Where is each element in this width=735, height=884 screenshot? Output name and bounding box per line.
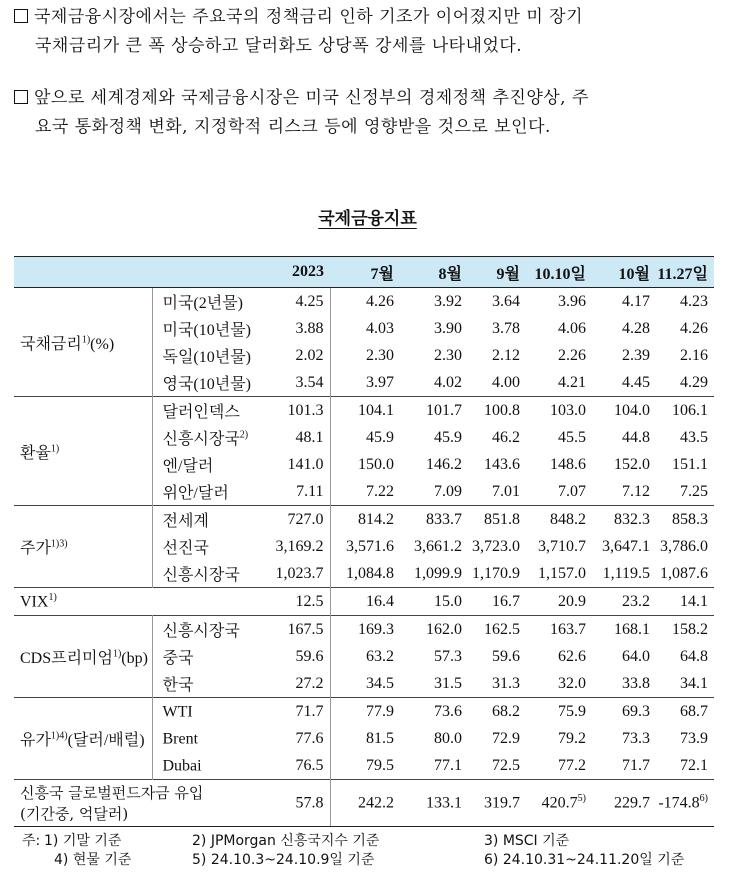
table-cell: 7.07 [558, 482, 586, 500]
table-cell: 727.0 [287, 510, 324, 528]
table-cell: 44.8 [622, 428, 650, 446]
table-row [14, 616, 714, 644]
table-cell: 14.1 [680, 592, 708, 610]
table-cell: 3,571.6 [330, 533, 400, 560]
table-cell: 45.5 [558, 428, 586, 446]
table-cell: 77.1 [434, 756, 462, 774]
column-header: 10월 [592, 257, 656, 288]
table-cell: 34.5 [330, 670, 400, 698]
table-cell: 45.9 [434, 428, 462, 446]
table-cell: 319.7 [468, 780, 526, 827]
row-sub-label: 신흥시장국 [152, 616, 264, 644]
row-sub-label: 엔/달러 [152, 451, 264, 478]
table-cell: 104.0 [614, 401, 650, 419]
column-header: 2023 [264, 257, 330, 288]
table-cell: 3,786.0 [660, 537, 708, 555]
table-row [14, 698, 714, 726]
table-cell: 3,169.2 [275, 537, 324, 555]
row-sub-label: 미국(10년물) [152, 315, 264, 342]
footnote-2: 2) JPMorgan 신흥국지수 기준 [192, 833, 380, 849]
row-group-label: VIX$^{1)}$ [20, 591, 57, 611]
row-sub-label: Brent [152, 725, 264, 752]
row-sub-label: 신흥시장국 [152, 560, 264, 588]
table-cell: 1,157.0 [538, 564, 586, 582]
footnote-6: 6) 24.10.31~24.11.20일 기준 [484, 852, 685, 868]
table-cell: 100.8 [484, 401, 520, 419]
table-header-row [14, 257, 714, 288]
table-cell: 4.00 [492, 373, 520, 391]
row-group-label: 환율$^{1)}$ [20, 443, 60, 462]
table-cell: 45.9 [330, 424, 400, 451]
paragraph-2-line1: 앞으로 세계경제와 국제금융시장은 미국 신정부의 경제정책 추진양상, 주 [34, 88, 589, 108]
table-cell: 106.1 [672, 401, 708, 419]
table-cell: 69.3 [622, 702, 650, 720]
table-cell: 1,087.6 [660, 564, 708, 582]
table-cell: 3,647.1 [602, 537, 650, 555]
column-header: 8월 [400, 257, 468, 288]
table-cell: 4.28 [622, 319, 650, 337]
table-cell: 1,170.9 [472, 564, 520, 582]
table-row [14, 397, 714, 425]
table-cell: 15.0 [434, 592, 462, 610]
table-cell: 814.2 [330, 506, 400, 534]
table-cell: 3.54 [295, 373, 324, 391]
table-cell: 68.2 [492, 702, 520, 720]
footnote-5: 5) 24.10.3~24.10.9일 기준 [192, 852, 375, 868]
table-cell: 3,723.0 [472, 537, 520, 555]
table-row [14, 288, 714, 316]
table-cell: 7.01 [492, 482, 520, 500]
table-cell: 7.22 [330, 478, 400, 506]
table-cell: 80.0 [434, 729, 462, 747]
table-row [14, 588, 714, 616]
row-sub-label: 달러인덱스 [152, 397, 264, 425]
table-cell: 832.3 [614, 510, 650, 528]
table-cell: 81.5 [330, 725, 400, 752]
table-cell: 7.09 [434, 482, 462, 500]
table-cell: 3.90 [434, 319, 462, 337]
table-title: 국제금융지표 [318, 209, 417, 229]
table-cell: 2.30 [434, 346, 462, 364]
row-group-label: 유가$^{1)4)}$(달러/배럴) [20, 730, 145, 749]
table-cell: 7.12 [622, 482, 650, 500]
table-cell: 151.1 [672, 455, 708, 473]
table-cell: 4.25 [295, 292, 324, 310]
table-cell: 43.5 [680, 428, 708, 446]
table-cell: 167.5 [287, 620, 324, 638]
table-cell: 833.7 [426, 510, 462, 528]
table-cell: 851.8 [484, 510, 520, 528]
table-cell: 16.7 [492, 592, 520, 610]
table-cell: 77.2 [558, 756, 586, 774]
paragraph-1-line1: 국제금융시장에서는 주요국의 정책금리 인하 기조가 이어졌지만 미 장기 [34, 7, 583, 27]
header-blank [152, 257, 264, 288]
table-cell: 103.0 [550, 401, 586, 419]
row-sub-label: 영국(10년물) [152, 369, 264, 397]
table-cell: 71.7 [622, 756, 650, 774]
column-header: 10.10일 [526, 257, 592, 288]
table-cell: 20.9 [558, 592, 586, 610]
table-cell: 59.6 [295, 647, 324, 665]
table-cell: 7.25 [680, 482, 708, 500]
paragraph-1 [14, 3, 720, 61]
table-cell: 4.23 [680, 292, 708, 310]
checkbox-square-icon [14, 90, 28, 104]
table-cell: 77.9 [330, 698, 400, 726]
table-cell: 3.64 [492, 292, 520, 310]
table-cell: 104.1 [330, 397, 400, 425]
row-sub-label [152, 588, 264, 616]
row-sub-label: 위안/달러 [152, 478, 264, 506]
table-cell: 168.1 [614, 620, 650, 638]
table-cell: 3.92 [434, 292, 462, 310]
table-cell: 143.6 [484, 455, 520, 473]
table-cell: 59.6 [492, 647, 520, 665]
table-cell: 4.02 [434, 373, 462, 391]
table-cell: 23.2 [622, 592, 650, 610]
table-cell: 4.29 [680, 373, 708, 391]
table-cell: 72.5 [492, 756, 520, 774]
table-cell: 31.3 [492, 674, 520, 692]
table-cell: 1,023.7 [275, 564, 324, 582]
table-cell: 71.7 [295, 702, 324, 720]
column-header: 9월 [468, 257, 526, 288]
table-cell: 3.97 [330, 369, 400, 397]
table-cell: 2.26 [558, 346, 586, 364]
paragraph-2 [14, 84, 720, 142]
table-cell: 1,119.5 [602, 564, 650, 582]
table-cell: 3,710.7 [538, 537, 586, 555]
table-row [14, 506, 714, 534]
table-cell: 3.96 [558, 292, 586, 310]
table-cell: 57.8 [264, 780, 330, 827]
table-cell: 848.2 [550, 510, 586, 528]
table-cell: 4.45 [622, 373, 650, 391]
row-sub-label: 전세계 [152, 506, 264, 534]
row-sub-label: Dubai [152, 752, 264, 780]
table-cell: 3.78 [492, 319, 520, 337]
table-cell: 64.8 [680, 647, 708, 665]
row-sub-label: 한국 [152, 670, 264, 698]
table-cell: 146.2 [426, 455, 462, 473]
table-cell: 162.0 [426, 620, 462, 638]
footnote-1: 1) 기말 기준 [44, 833, 122, 849]
table-cell: 162.5 [484, 620, 520, 638]
table-cell: 169.3 [330, 616, 400, 644]
paragraph-2-line2: 요국 통화정책 변화, 지정학적 리스크 등에 영향받을 것으로 보인다. [35, 117, 551, 137]
table-cell: 77.6 [295, 729, 324, 747]
table-cell: 68.7 [680, 702, 708, 720]
row-sub-label: 미국(2년물) [152, 288, 264, 316]
table-cell: 72.1 [680, 756, 708, 774]
table-cell: 420.7$^{5)}$ [526, 780, 592, 827]
row-sub-label: 중국 [152, 643, 264, 670]
table-cell: 76.5 [295, 756, 324, 774]
row-sub-label: 독일(10년물) [152, 342, 264, 369]
table-cell: 3.88 [295, 319, 324, 337]
table-cell: 4.03 [330, 315, 400, 342]
table-cell: 4.21 [558, 373, 586, 391]
row-sub-label: 신흥시장국$^{2)}$ [152, 424, 264, 451]
row-sub-label: WTI [152, 698, 264, 726]
table-cell: 101.3 [287, 401, 324, 419]
table-cell: 158.2 [672, 620, 708, 638]
table-cell: 858.3 [672, 510, 708, 528]
table-cell: 72.9 [492, 729, 520, 747]
table-cell: 48.1 [295, 428, 324, 446]
table-cell: 79.2 [558, 729, 586, 747]
table-cell: 27.2 [295, 674, 324, 692]
table-cell: 101.7 [426, 401, 462, 419]
header-blank [14, 257, 152, 288]
table-cell: 16.4 [330, 588, 400, 616]
table-cell: 73.9 [680, 729, 708, 747]
table-cell: 152.0 [614, 455, 650, 473]
footnote-3: 3) MSCI 기준 [484, 833, 570, 849]
row-group-label: CDS프리미엄$^{1)}$(bp) [20, 648, 148, 667]
table-cell: 79.5 [330, 752, 400, 780]
fund-row-label: 신흥국 글로벌펀드자금 유입 (기간중, 억달러) [14, 780, 264, 827]
table-cell: 62.6 [558, 647, 586, 665]
table-cell: 73.6 [434, 702, 462, 720]
row-sub-label: 선진국 [152, 533, 264, 560]
table-cell: 33.8 [622, 674, 650, 692]
table-cell: 4.26 [330, 288, 400, 316]
table-cell: 34.1 [680, 674, 708, 692]
table-cell: 148.6 [550, 455, 586, 473]
table-cell: 141.0 [287, 455, 324, 473]
column-header: 7월 [330, 257, 400, 288]
table-cell: 57.3 [434, 647, 462, 665]
table-cell: 75.9 [558, 702, 586, 720]
table-cell: 4.06 [558, 319, 586, 337]
footnote-4: 4) 현물 기준 [54, 852, 132, 868]
column-header: 11.27일 [656, 257, 714, 288]
table-cell: 4.26 [680, 319, 708, 337]
paragraph-1-line2: 국채금리가 큰 폭 상승하고 달러화도 상당폭 강세를 나타내었다. [35, 36, 523, 56]
table-cell: 12.5 [295, 592, 324, 610]
row-group-label: 주가$^{1)3)}$ [20, 538, 68, 557]
table-cell: 163.7 [550, 620, 586, 638]
table-cell: 64.0 [622, 647, 650, 665]
table-cell: 1,084.8 [330, 560, 400, 588]
table-cell: 31.5 [434, 674, 462, 692]
footnote-prefix: 주: [22, 833, 41, 849]
table-cell: 73.3 [622, 729, 650, 747]
row-group-label: 국채금리$^{1)}$(%) [20, 334, 115, 353]
table-row-fund-inflow [14, 780, 714, 827]
table-cell: 7.11 [296, 482, 324, 500]
table-cell: 2.16 [680, 346, 708, 364]
table-cell: 242.2 [330, 780, 400, 827]
table-cell: 2.30 [330, 342, 400, 369]
table-cell: 150.0 [330, 451, 400, 478]
table-cell: -174.8$^{6)}$ [656, 780, 714, 827]
checkbox-square-icon [14, 9, 28, 23]
table-cell: 2.02 [295, 346, 324, 364]
table-cell: 2.12 [492, 346, 520, 364]
table-cell: 63.2 [330, 643, 400, 670]
indicator-table [14, 256, 714, 827]
table-cell: 3,661.2 [414, 537, 462, 555]
table-cell: 1,099.9 [414, 564, 462, 582]
table-cell: 133.1 [400, 780, 468, 827]
table-cell: 2.39 [622, 346, 650, 364]
table-cell: 46.2 [492, 428, 520, 446]
table-cell: 229.7 [592, 780, 656, 827]
table-cell: 32.0 [558, 674, 586, 692]
table-cell: 4.17 [622, 292, 650, 310]
